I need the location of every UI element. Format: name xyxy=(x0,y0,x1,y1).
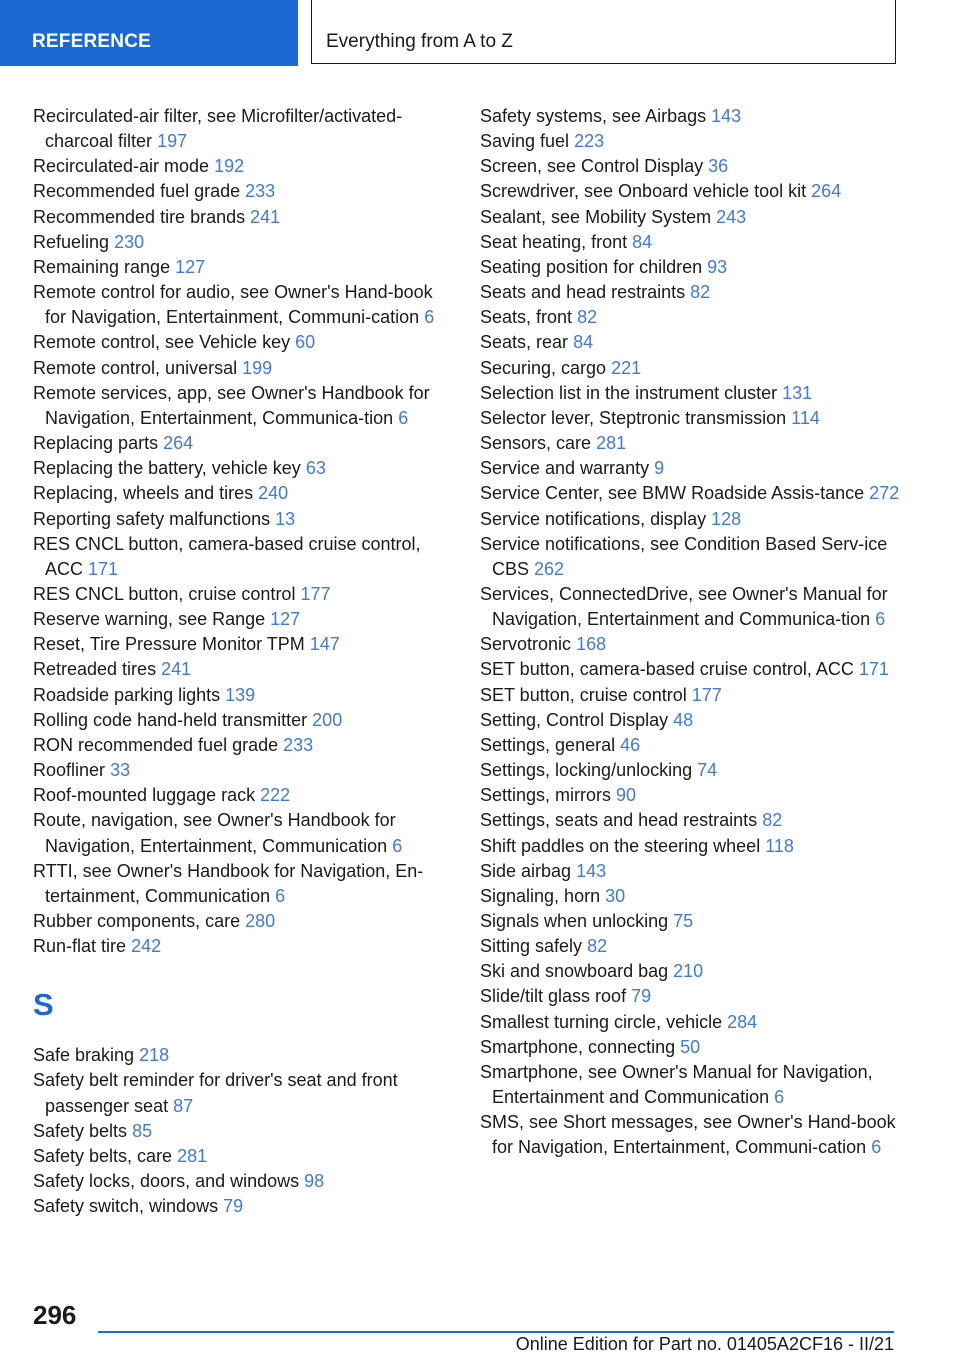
index-entry-term: Roof-mounted luggage rack xyxy=(33,785,256,806)
index-entry-term: Recommended fuel grade xyxy=(33,181,241,202)
page-reference-link[interactable]: 230 xyxy=(114,231,145,252)
index-entry xyxy=(33,481,453,506)
index-entry xyxy=(33,255,453,280)
index-entry-term: Roadside parking lights xyxy=(33,684,221,705)
index-entry xyxy=(33,1144,453,1169)
page-reference-link[interactable]: 60 xyxy=(295,332,316,353)
index-entry xyxy=(33,330,453,355)
index-entry xyxy=(480,1110,910,1160)
page-reference-link[interactable]: 264 xyxy=(811,181,842,202)
index-entry xyxy=(480,859,910,884)
page-reference-link[interactable]: 82 xyxy=(762,810,783,831)
index-entry-term: RES CNCL button, cruise control xyxy=(33,583,296,604)
index-entry-term: Settings, general xyxy=(480,734,616,755)
page-reference-link[interactable]: 13 xyxy=(275,508,296,529)
index-entry xyxy=(480,632,910,657)
index-entry xyxy=(480,305,910,330)
page-reference-link[interactable]: 50 xyxy=(680,1036,701,1057)
page-reference-link[interactable]: 197 xyxy=(157,131,188,152)
index-entry xyxy=(480,104,910,129)
index-entry xyxy=(480,708,910,733)
index-entry-term: SET button, cruise control xyxy=(480,684,687,705)
index-entry xyxy=(33,683,453,708)
index-entry-term: Smartphone, see Owner's Manual for Navigation, Entertainment and Communication xyxy=(480,1061,873,1108)
index-entry xyxy=(33,808,453,858)
index-entry xyxy=(33,909,453,934)
index-entry-term: Retreaded tires xyxy=(33,659,157,680)
index-entry-term: Seats, front xyxy=(480,307,573,328)
index-entry xyxy=(33,708,453,733)
page-reference-link[interactable]: 98 xyxy=(304,1171,325,1192)
index-entry xyxy=(480,758,910,783)
page-reference-link[interactable]: 127 xyxy=(270,609,301,630)
index-entry xyxy=(33,179,453,204)
index-entry xyxy=(33,381,453,431)
page-reference-link[interactable]: 6 xyxy=(424,307,435,328)
index-entry xyxy=(33,532,453,582)
index-entry-term: Sitting safely xyxy=(480,936,583,957)
page-reference-link[interactable]: 85 xyxy=(132,1120,153,1141)
index-entry xyxy=(33,507,453,532)
page-reference-link[interactable]: 75 xyxy=(673,911,694,931)
page-reference-link[interactable]: 241 xyxy=(161,659,192,680)
index-entry-term: Recirculated-air mode xyxy=(33,156,210,177)
index-entry xyxy=(480,456,910,481)
index-entry-term: Recirculated-air filter, see Microfilter/activated-charcoal filter xyxy=(33,106,403,152)
index-entry-term: Remote control, see Vehicle key xyxy=(33,332,291,353)
index-entry-term: Sealant, see Mobility System xyxy=(480,206,712,227)
page-reference-link[interactable]: 242 xyxy=(131,936,162,957)
page-reference-link[interactable]: 6 xyxy=(774,1087,785,1108)
page-reference-link[interactable]: 118 xyxy=(765,835,794,856)
page-reference-link[interactable]: 243 xyxy=(716,206,747,227)
page-header xyxy=(0,0,960,66)
page-reference-link[interactable]: 264 xyxy=(163,433,194,454)
index-entry-term: Service Center, see BMW Roadside Assis-tance xyxy=(480,483,865,504)
index-entry-term: Screwdriver, see Onboard vehicle tool kit xyxy=(480,181,807,202)
index-entry xyxy=(480,1035,910,1060)
chapter-title: Everything from A to Z xyxy=(311,0,896,64)
index-entry xyxy=(480,481,910,506)
index-entry xyxy=(480,431,910,456)
index-entry-term: Seat heating, front xyxy=(480,231,628,252)
page-reference-link[interactable]: 241 xyxy=(250,206,281,227)
index-entry xyxy=(33,230,453,255)
index-entry-term: Saving fuel xyxy=(480,131,570,152)
index-entry-term: Shift paddles on the steering wheel xyxy=(480,835,761,856)
index-entry-term: Selection list in the instrument cluster xyxy=(480,382,778,403)
index-entry xyxy=(480,179,910,204)
index-entry-term: Signals when unlocking xyxy=(480,911,669,931)
index-entry-term: Seats, rear xyxy=(480,332,569,353)
index-entry xyxy=(480,406,910,431)
index-entry xyxy=(480,834,910,859)
index-entry xyxy=(480,205,910,230)
page-reference-link[interactable]: 6 xyxy=(392,835,403,856)
page-reference-link[interactable]: 177 xyxy=(300,583,331,604)
index-entry-term: Setting, Control Display xyxy=(480,709,669,730)
index-entry-term: Safety systems, see Airbags xyxy=(480,106,707,126)
page-reference-link[interactable]: 82 xyxy=(577,307,598,328)
index-group-r xyxy=(33,104,453,959)
page-reference-link[interactable]: 272 xyxy=(869,483,900,504)
index-column-left xyxy=(33,104,453,1219)
index-entry xyxy=(33,1068,453,1118)
index-entry xyxy=(33,104,453,154)
index-entry xyxy=(480,884,910,909)
index-entry-term: Refueling xyxy=(33,231,110,252)
index-entry xyxy=(33,154,453,179)
page-reference-link[interactable]: 222 xyxy=(260,785,291,806)
page-reference-link[interactable]: 33 xyxy=(110,760,131,781)
index-entry-term: Service notifications, see Condition Based Serv-ice CBS xyxy=(480,533,888,579)
page-reference-link[interactable]: 199 xyxy=(242,357,273,378)
page-reference-link[interactable]: 84 xyxy=(632,231,653,252)
index-entry-term: Remaining range xyxy=(33,256,171,277)
index-entry-term: Sensors, care xyxy=(480,433,592,454)
page-reference-link[interactable]: 221 xyxy=(611,357,642,378)
page-reference-link[interactable]: 84 xyxy=(573,332,594,353)
index-entry-term: Safety locks, doors, and windows xyxy=(33,1171,300,1192)
index-entry-term: Reset, Tire Pressure Monitor TPM xyxy=(33,634,305,655)
page-reference-link[interactable]: 177 xyxy=(691,684,722,705)
index-entry xyxy=(480,783,910,808)
index-entry xyxy=(33,456,453,481)
index-entry-term: Slide/tilt glass roof xyxy=(480,986,627,1007)
page-reference-link[interactable]: 240 xyxy=(258,483,289,504)
index-entry xyxy=(33,733,453,758)
page-reference-link[interactable]: 223 xyxy=(574,131,605,152)
index-entry-term: Seating position for children xyxy=(480,256,703,277)
page-reference-link[interactable]: 262 xyxy=(534,558,565,579)
page-reference-link[interactable]: 139 xyxy=(225,684,256,705)
index-entry-term: Reserve warning, see Range xyxy=(33,609,266,630)
index-entry xyxy=(480,356,910,381)
index-entry xyxy=(480,909,910,934)
page-reference-link[interactable]: 9 xyxy=(654,458,665,479)
index-group-s-continued xyxy=(480,104,910,1161)
page-reference-link[interactable]: 114 xyxy=(791,407,820,428)
index-entry-term: Replacing, wheels and tires xyxy=(33,483,254,504)
index-entry-term: Services, ConnectedDrive, see Owner's Manual for Navigation, Entertainment and Communica-tion xyxy=(480,583,888,630)
index-entry-term: Safety belts xyxy=(33,1120,128,1141)
index-entry xyxy=(480,255,910,280)
index-column-right xyxy=(480,104,910,1161)
index-entry-term: Run-flat tire xyxy=(33,936,127,957)
index-entry xyxy=(480,280,910,305)
index-entry-term: Rubber components, care xyxy=(33,911,241,931)
page-reference-link[interactable]: 48 xyxy=(673,709,694,730)
index-entry xyxy=(480,507,910,532)
page-reference-link[interactable]: 74 xyxy=(697,760,718,781)
index-entry xyxy=(480,230,910,255)
index-entry xyxy=(480,959,910,984)
index-entry-term: Remote services, app, see Owner's Handbook for Navigation, Entertainment, Communica-tion xyxy=(33,382,430,428)
index-entry-term: Reporting safety malfunctions xyxy=(33,508,271,529)
page-reference-link[interactable]: 36 xyxy=(708,156,729,177)
index-entry xyxy=(33,582,453,607)
page-reference-link[interactable]: 143 xyxy=(576,860,607,881)
page-reference-link[interactable]: 281 xyxy=(596,433,627,454)
index-entry xyxy=(480,532,910,582)
index-entry xyxy=(33,859,453,909)
page-reference-link[interactable]: 82 xyxy=(587,936,608,957)
index-entry-term: Replacing the battery, vehicle key xyxy=(33,458,301,479)
index-entry xyxy=(33,431,453,456)
index-entry xyxy=(480,984,910,1009)
page-reference-link[interactable]: 63 xyxy=(305,458,326,479)
page-reference-link[interactable]: 171 xyxy=(88,558,119,579)
index-entry-term: SET button, camera-based cruise control, ACC xyxy=(480,659,854,680)
index-entry-term: SMS, see Short messages, see Owner's Hand-book for Navigation, Entertainment, Communi-cation xyxy=(480,1112,896,1158)
index-entry xyxy=(480,582,910,632)
page-reference-link[interactable]: 210 xyxy=(673,961,704,982)
page-reference-link[interactable]: 147 xyxy=(309,634,340,655)
page-reference-link[interactable]: 87 xyxy=(173,1095,194,1116)
page-reference-link[interactable]: 90 xyxy=(616,785,637,806)
page-reference-link[interactable]: 127 xyxy=(175,256,206,277)
index-entry xyxy=(33,632,453,657)
index-entry-term: Route, navigation, see Owner's Handbook for Navigation, Entertainment, Communication xyxy=(33,810,396,856)
index-entry xyxy=(33,356,453,381)
section-tab: REFERENCE xyxy=(0,0,298,66)
index-entry-term: Safety belt reminder for driver's seat and front passenger seat xyxy=(33,1070,398,1116)
page-reference-link[interactable]: 233 xyxy=(283,734,314,755)
index-entry xyxy=(480,154,910,179)
index-entry xyxy=(33,1043,453,1068)
page-reference-link[interactable]: 6 xyxy=(871,1137,882,1158)
index-entry xyxy=(33,657,453,682)
index-entry-term: Signaling, horn xyxy=(480,885,601,906)
page-reference-link[interactable]: 200 xyxy=(312,709,343,730)
index-entry xyxy=(480,934,910,959)
index-entry-term: Settings, seats and head restraints xyxy=(480,810,758,831)
index-entry-term: Service notifications, display xyxy=(480,508,707,529)
index-entry-term: Recommended tire brands xyxy=(33,206,246,227)
index-entry-term: Smartphone, connecting xyxy=(480,1036,676,1057)
index-entry xyxy=(33,280,453,330)
page-reference-link[interactable]: 218 xyxy=(139,1045,170,1066)
page-reference-link[interactable]: 131 xyxy=(782,382,813,403)
section-letter: S xyxy=(33,987,54,1023)
index-group-s xyxy=(33,1043,453,1219)
index-entry xyxy=(33,783,453,808)
page-reference-link[interactable]: 93 xyxy=(707,256,728,277)
index-entry-term: Side airbag xyxy=(480,860,572,881)
index-entry-term: Screen, see Control Display xyxy=(480,156,704,177)
page-reference-link[interactable]: 46 xyxy=(620,734,641,755)
index-entry-term: Safe braking xyxy=(33,1045,135,1066)
edition-note: Online Edition for Part no. 01405A2CF16 - II/21 xyxy=(515,1334,894,1354)
index-entry-term: Safety belts, care xyxy=(33,1145,173,1166)
index-entry-term: Seats and head restraints xyxy=(480,282,686,303)
index-entry xyxy=(480,808,910,833)
index-entry-term: RON recommended fuel grade xyxy=(33,734,279,755)
page-reference-link[interactable]: 79 xyxy=(631,986,652,1007)
index-entry xyxy=(480,381,910,406)
page-reference-link[interactable]: 6 xyxy=(875,609,886,630)
index-entry-term: Replacing parts xyxy=(33,433,159,454)
page-reference-link[interactable]: 192 xyxy=(214,156,245,177)
index-entry xyxy=(33,1169,453,1194)
index-entry-term: Roofliner xyxy=(33,760,106,781)
page-reference-link[interactable]: 143 xyxy=(711,106,742,126)
page-reference-link[interactable]: 168 xyxy=(576,634,607,655)
page-reference-link[interactable]: 6 xyxy=(275,885,286,906)
page-reference-link[interactable]: 233 xyxy=(245,181,276,202)
index-entry-term: RES CNCL button, camera-based cruise control, ACC xyxy=(33,533,421,579)
index-entry xyxy=(33,205,453,230)
index-entry-term: Rolling code hand-held transmitter xyxy=(33,709,308,730)
index-entry-term: Settings, locking/unlocking xyxy=(480,760,693,781)
page-reference-link[interactable]: 284 xyxy=(727,1011,758,1032)
index-entry xyxy=(480,733,910,758)
index-entry xyxy=(480,683,910,708)
page-reference-link[interactable]: 128 xyxy=(711,508,742,529)
index-entry-term: Safety switch, windows xyxy=(33,1196,219,1217)
page-reference-link[interactable]: 281 xyxy=(177,1145,208,1166)
index-entry-term: RTTI, see Owner's Handbook for Navigation, En-tertainment, Communication xyxy=(33,860,424,906)
index-entry-term: Smallest turning circle, vehicle xyxy=(480,1011,723,1032)
index-entry xyxy=(33,1119,453,1144)
index-entry xyxy=(480,330,910,355)
index-entry-term: Selector lever, Steptronic transmission xyxy=(480,407,787,428)
index-entry xyxy=(480,657,910,682)
page-reference-link[interactable]: 171 xyxy=(858,659,889,680)
index-entry xyxy=(33,607,453,632)
footer-divider xyxy=(98,1331,894,1333)
page-reference-link[interactable]: 280 xyxy=(245,911,276,931)
index-entry xyxy=(33,934,453,959)
page-reference-link[interactable]: 6 xyxy=(398,407,409,428)
index-entry-term: Settings, mirrors xyxy=(480,785,612,806)
index-entry-term: Servotronic xyxy=(480,634,572,655)
index-entry-term: Securing, cargo xyxy=(480,357,607,378)
index-entry-term: Remote control for audio, see Owner's Hand-book for Navigation, Entertainment, Communi-cation xyxy=(33,282,433,328)
index-entry xyxy=(480,1060,910,1110)
index-entry xyxy=(480,1010,910,1035)
index-entry-term: Ski and snowboard bag xyxy=(480,961,669,982)
index-entry-term: Service and warranty xyxy=(480,458,650,479)
index-entry xyxy=(33,758,453,783)
page-reference-link[interactable]: 30 xyxy=(605,885,626,906)
index-entry xyxy=(33,1194,453,1219)
page-reference-link[interactable]: 79 xyxy=(223,1196,244,1217)
page-number: 296 xyxy=(33,1300,77,1330)
index-entry xyxy=(480,129,910,154)
index-entry-term: Remote control, universal xyxy=(33,357,238,378)
page-reference-link[interactable]: 82 xyxy=(690,282,711,303)
